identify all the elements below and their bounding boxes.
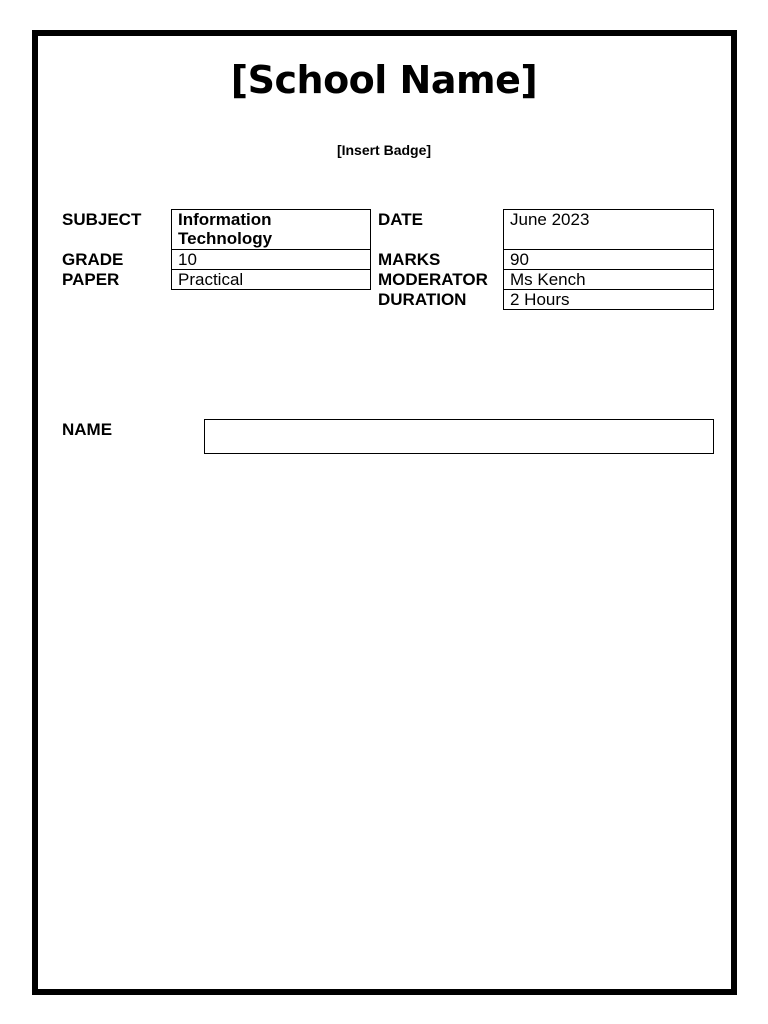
grade-value: 10 (171, 249, 371, 270)
date-label: DATE (378, 210, 424, 229)
duration-label: DURATION (378, 290, 467, 309)
page-border (32, 30, 737, 995)
moderator-value: Ms Kench (503, 269, 714, 290)
duration-value: 2 Hours (503, 289, 714, 310)
name-label: NAME (62, 420, 113, 439)
school-name-title: [School Name] (230, 58, 538, 102)
paper-label: PAPER (62, 270, 120, 289)
date-value: June 2023 (503, 209, 714, 250)
grade-label: GRADE (62, 250, 124, 269)
badge-placeholder: [Insert Badge] (336, 142, 432, 158)
subject-label: SUBJECT (62, 210, 142, 229)
marks-value: 90 (503, 249, 714, 270)
moderator-label: MODERATOR (378, 270, 488, 289)
subject-value: Information Technology (171, 209, 371, 250)
marks-label: MARKS (378, 250, 441, 269)
paper-value: Practical (171, 269, 371, 290)
name-input-box[interactable] (204, 419, 714, 454)
